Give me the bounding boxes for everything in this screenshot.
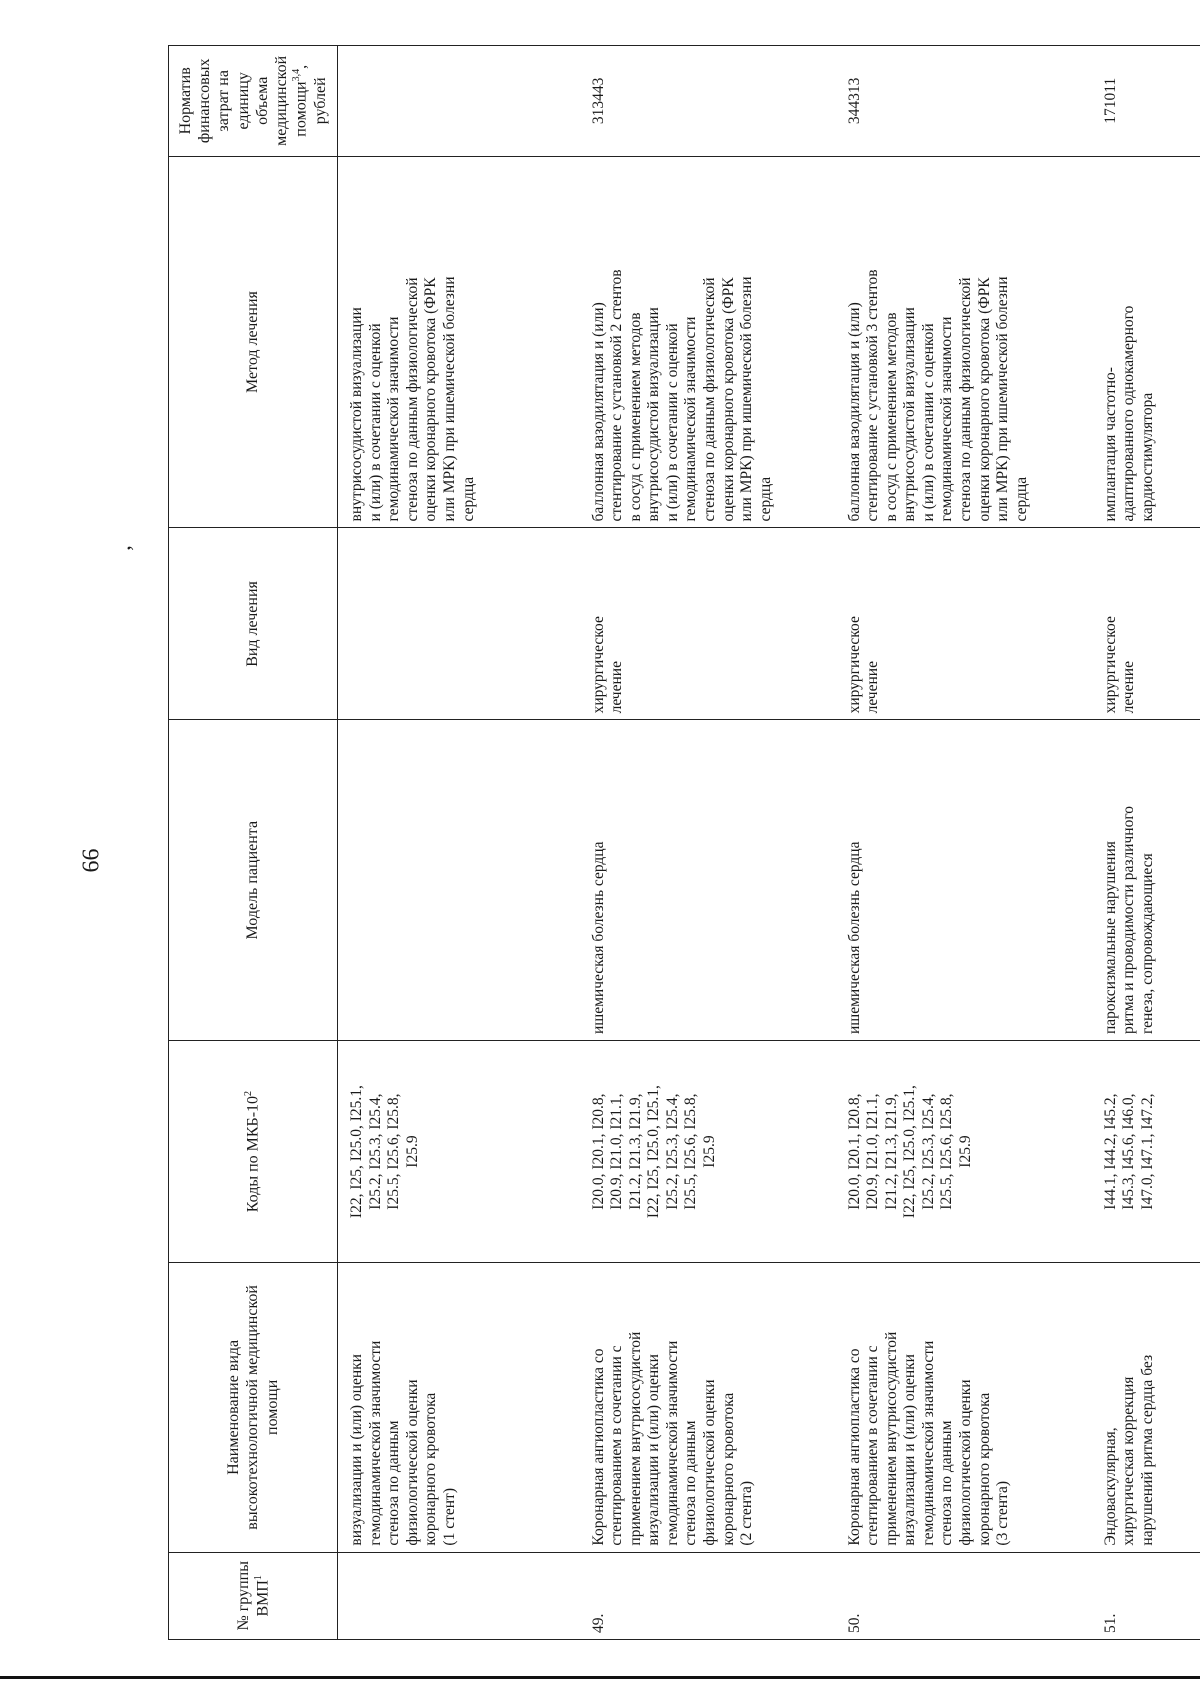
- table-row: [836, 46, 1092, 1640]
- cell-codes: I22, I25, I25.0, I25.1, I25.2, I25.3, I25.4, I25.5, I25.6, I25.8, I25.9: [338, 1041, 580, 1263]
- header-num: № группы ВМП$^1$: [169, 1552, 338, 1639]
- cell-codes: I44.1, I44.2, I45.2, I45.3, I45.6, I46.0, I47.0, I47.1, I47.2,: [1092, 1041, 1200, 1263]
- cell-cost: 344313: [836, 46, 1092, 157]
- header-cost: Норматив финансовых затрат на единицу объема медицинской помощи$^{3,4}$, рублей: [169, 46, 338, 157]
- cell-model: ишемическая болезнь сердца: [580, 720, 836, 1041]
- cell-cost: [338, 46, 580, 157]
- header-method: Метод лечения: [169, 156, 338, 528]
- rotated-table-sheet: [168, 45, 1200, 1640]
- cell-model: ишемическая болезнь сердца: [836, 720, 1092, 1041]
- cell-method: имплантация частотно- адаптированного однокамерного кардиостимулятора: [1092, 156, 1200, 528]
- table-row: [580, 46, 836, 1640]
- table-row: [338, 46, 580, 1640]
- vmp-table: [168, 45, 1200, 1640]
- cell-cost: 171011: [1092, 46, 1200, 157]
- cell-num: 50.: [836, 1552, 1092, 1639]
- cell-model: [338, 720, 580, 1041]
- cell-codes: I20.0, I20.1, I20.8, I20.9, I21.0, I21.1, I21.2, I21.3, I21.9, I22, I25, I25.0, I25.1, I25.2, I25.3, I25.4, I25.5, I25.6, I25.8, I25.9: [836, 1041, 1092, 1263]
- stray-mark: ,: [109, 545, 135, 551]
- cell-type: [338, 528, 580, 720]
- bottom-rule: [0, 1676, 1200, 1679]
- cell-type: хирургическое лечение: [836, 528, 1092, 720]
- header-codes: Коды по МКБ-$10^2$: [169, 1041, 338, 1263]
- cell-model: пароксизмальные нарушения ритма и проводимости различного генеза, сопровождающиеся: [1092, 720, 1200, 1041]
- cell-name: Эндоваскулярная, хирургическая коррекция нарушений ритма сердца без: [1092, 1263, 1200, 1552]
- cell-name: визуализации и (или) оценки гемодинамической значимости стеноза по данным физиологической оценки коронарного кровотока (1 стент): [338, 1263, 580, 1552]
- cell-name: Коронарная ангиопластика со стентированием в сочетании с применением внутрисосудистой визуализации и (или) оценки гемодинамической значимости стеноза по данным физиологической оценки коронарного кровотока (3 стента): [836, 1263, 1092, 1552]
- cell-num: 49.: [580, 1552, 836, 1639]
- cell-type: хирургическое лечение: [1092, 528, 1200, 720]
- header-type: Вид лечения: [169, 528, 338, 720]
- cell-method: внутрисосудистой визуализации и (или) в сочетании с оценкой гемодинамической значимости стеноза по данным физиологической оценки коронарного кровотока (ФРК или МРК) при ишемической болезни сердца: [338, 156, 580, 528]
- cell-codes: I20.0, I20.1, I20.8, I20.9, I21.0, I21.1, I21.2, I21.3, I21.9, I22, I25, I25.0, I25.1, I25.2, I25.3, I25.4, I25.5, I25.6, I25.8, I25.9: [580, 1041, 836, 1263]
- header-row: [169, 46, 338, 1640]
- cell-method: баллонная вазодилятация и (или) стентирование с установкой 2 стентов в сосуд с применением методов внутрисосудистой визуализации и (или) в сочетании с оценкой гемодинамической значимости стеноза по данным физиологической оценки коронарного кровотока (ФРК или МРК) при ишемической болезни сердца: [580, 156, 836, 528]
- header-name: Наименование вида высокотехнологичной медицинской помощи: [169, 1263, 338, 1552]
- cell-type: хирургическое лечение: [580, 528, 836, 720]
- cell-name: Коронарная ангиопластика со стентированием в сочетании с применением внутрисосудистой визуализации и (или) оценки гемодинамической значимости стеноза по данным физиологической оценки коронарного кровотока (2 стента): [580, 1263, 836, 1552]
- cell-num: 51.: [1092, 1552, 1200, 1639]
- cell-cost: 313443: [580, 46, 836, 157]
- header-model: Модель пациента: [169, 720, 338, 1041]
- table-row: [1092, 46, 1200, 1640]
- cell-num: [338, 1552, 580, 1639]
- cell-method: баллонная вазодилятация и (или) стентирование с установкой 3 стентов в сосуд с применением методов внутрисосудистой визуализации и (или) в сочетании с оценкой гемодинамической значимости стеноза по данным физиологической оценки коронарного кровотока (ФРК или МРК) при ишемической болезни сердца: [836, 156, 1092, 528]
- page-number: 66: [78, 848, 105, 873]
